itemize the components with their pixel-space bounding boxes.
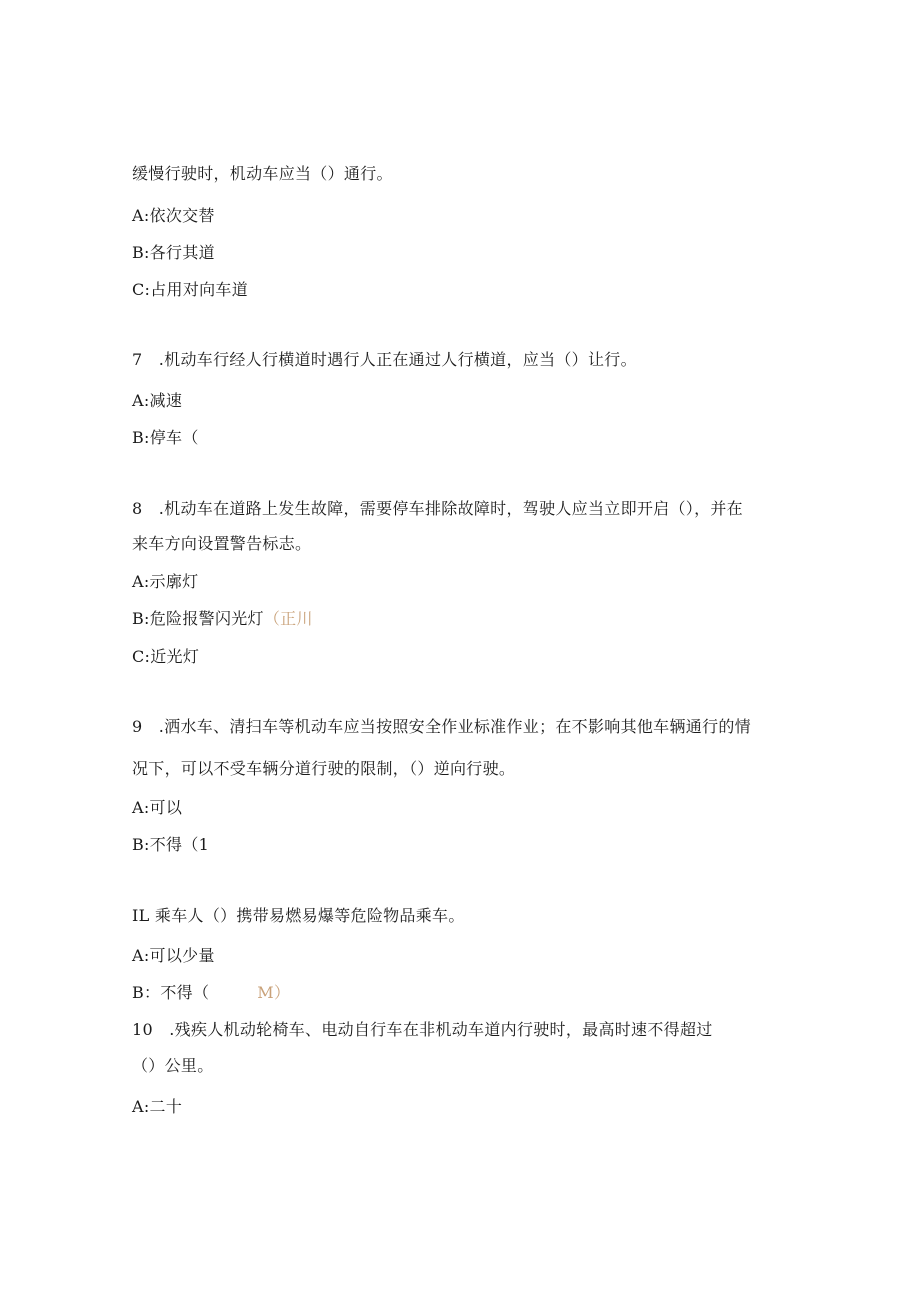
question-stem-continued: 况下，可以不受车辆分道行驶的限制，（）逆向行驶。	[132, 759, 516, 778]
answer-option: A:依次交替	[132, 206, 215, 225]
answer-option: B:停车（	[132, 428, 199, 447]
question-stem: 缓慢行驶时，机动车应当（）通行。	[132, 164, 393, 183]
answer-option: B:不得（1	[132, 835, 210, 854]
answer-option-text: B：不得（	[132, 983, 210, 1002]
question-stem-continued: 来车方向设置警告标志。	[132, 534, 312, 553]
question-stem: 7 .机动车行经人行横道时遇行人正在通过人行横道，应当（）让行。	[132, 350, 637, 369]
answer-option: C:近光灯	[132, 647, 200, 666]
answer-option-with-note	[132, 983, 290, 1003]
question-stem: IL 乘车人（）携带易燃易爆等危险物品乘车。	[132, 906, 465, 925]
question-stem: 10 .残疾人机动轮椅车、电动自行车在非机动车道内行驶时，最高时速不得超过	[132, 1020, 713, 1039]
answer-option: A:二十	[132, 1097, 183, 1116]
answer-option-text: B:危险报警闪光灯	[132, 609, 264, 628]
question-stem: 8 .机动车在道路上发生故障，需要停车排除故障时，驾驶人应当立即开启（），并在	[132, 499, 743, 518]
handwritten-note: （正川	[263, 609, 313, 628]
question-stem-continued: （）公里。	[132, 1056, 214, 1075]
answer-option: A:示廓灯	[132, 572, 199, 591]
answer-option: A:可以	[132, 798, 183, 817]
answer-option-with-note	[132, 609, 313, 629]
handwritten-note: M）	[257, 983, 291, 1002]
question-stem: 9 .洒水车、清扫车等机动车应当按照安全作业标准作业；在不影响其他车辆通行的情	[132, 717, 751, 736]
answer-option: C:占用对向车道	[132, 280, 249, 299]
answer-option: A:可以少量	[132, 946, 215, 965]
answer-option: A:减速	[132, 391, 183, 410]
answer-option: B:各行其道	[132, 243, 215, 262]
